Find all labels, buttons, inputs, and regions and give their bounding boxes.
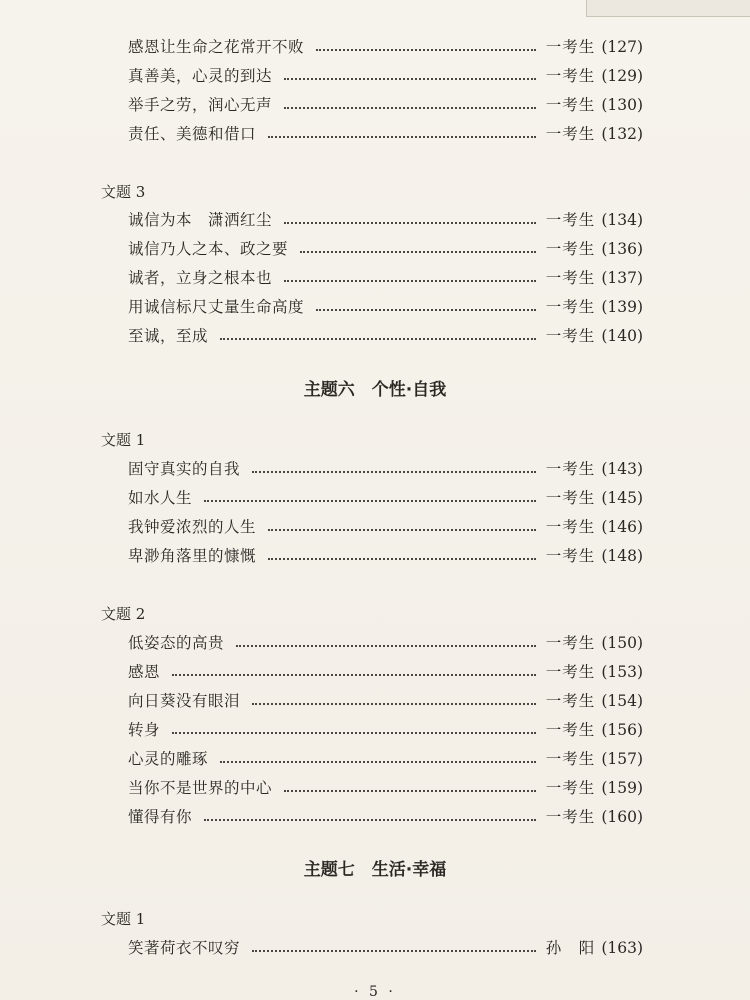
entry-author: 一考生: [545, 489, 596, 507]
entry-title: 固守真实的自我: [128, 460, 241, 478]
dot-leader: [316, 307, 536, 311]
toc-entry[interactable]: [128, 777, 643, 799]
entry-page: (140): [601, 327, 643, 345]
dot-leader: [252, 701, 536, 705]
section-label: 文题 1: [101, 910, 146, 928]
dot-leader: [268, 556, 536, 560]
entry-author: 一考生: [545, 663, 596, 681]
entry-title: 感恩: [128, 663, 161, 681]
section-label: 文题 3: [101, 183, 146, 201]
dot-leader: [172, 672, 536, 676]
entry-page: (163): [601, 939, 643, 957]
dot-leader: [268, 134, 536, 138]
entry-author: 一考生: [545, 298, 596, 316]
entry-title: 举手之劳，润心无声: [128, 96, 273, 114]
entry-title: 心灵的雕琢: [128, 750, 209, 768]
toc-entry[interactable]: [128, 267, 643, 289]
entry-page: (153): [601, 663, 643, 681]
page-number: · 5 ·: [354, 984, 396, 1000]
entry-author: 一考生: [545, 460, 596, 478]
entry-page: (159): [601, 779, 643, 797]
entry-title: 诚者，立身之根本也: [128, 269, 273, 287]
toc-entry[interactable]: [128, 123, 643, 145]
toc-entry[interactable]: [128, 719, 643, 741]
toc-entry[interactable]: [128, 516, 643, 538]
toc-entry[interactable]: [128, 209, 643, 231]
dot-leader: [252, 948, 536, 952]
toc-entry[interactable]: [128, 632, 643, 654]
page-edge: [586, 0, 750, 17]
entry-page: (160): [601, 808, 643, 826]
entry-author: 一考生: [545, 96, 596, 114]
dot-leader: [204, 498, 536, 502]
entry-page: (154): [601, 692, 643, 710]
entry-author: 一考生: [545, 721, 596, 739]
dot-leader: [284, 105, 536, 109]
entry-title: 用诚信标尺丈量生命高度: [128, 298, 305, 316]
entry-title: 懂得有你: [128, 808, 193, 826]
entry-title: 责任、美德和借口: [128, 125, 257, 143]
dot-leader: [284, 220, 536, 224]
entry-title: 低姿态的高贵: [128, 634, 225, 652]
entry-title: 感恩让生命之花常开不败: [128, 38, 305, 56]
entry-page: (134): [601, 211, 643, 229]
entry-author: 一考生: [545, 518, 596, 536]
dot-leader: [316, 47, 536, 51]
entry-author: 一考生: [545, 125, 596, 143]
entry-author: 一考生: [545, 67, 596, 85]
entry-page: (137): [601, 269, 643, 287]
entry-page: (143): [601, 460, 643, 478]
section-label: 文题 1: [101, 431, 146, 449]
toc-entry[interactable]: [128, 806, 643, 828]
toc-entry[interactable]: [128, 690, 643, 712]
theme-heading: 主题六 个性·自我: [303, 380, 447, 400]
entry-author: 一考生: [545, 692, 596, 710]
entry-page: (145): [601, 489, 643, 507]
toc-entry[interactable]: [128, 296, 643, 318]
toc-entry[interactable]: [128, 325, 643, 347]
toc-entry[interactable]: [128, 487, 643, 509]
dot-leader: [204, 817, 536, 821]
entry-title: 诚信乃人之本、政之要: [128, 240, 289, 258]
dot-leader: [284, 76, 536, 80]
entry-title: 诚信为本 潇洒红尘: [128, 211, 273, 229]
toc-entry[interactable]: [128, 458, 643, 480]
toc-entry[interactable]: [128, 238, 643, 260]
theme-heading: 主题七 生活·幸福: [303, 860, 447, 880]
entry-author: 一考生: [545, 38, 596, 56]
section-label: 文题 2: [101, 605, 146, 623]
toc-entry[interactable]: [128, 661, 643, 683]
dot-leader: [300, 249, 536, 253]
entry-title: 当你不是世界的中心: [128, 779, 273, 797]
dot-leader: [220, 759, 536, 763]
entry-page: (132): [601, 125, 643, 143]
toc-entry[interactable]: [128, 937, 643, 959]
entry-page: (150): [601, 634, 643, 652]
entry-title: 笑著荷衣不叹穷: [128, 939, 241, 957]
entry-page: (157): [601, 750, 643, 768]
entry-page: (146): [601, 518, 643, 536]
entry-page: (148): [601, 547, 643, 565]
entry-page: (129): [601, 67, 643, 85]
entry-author: 一考生: [545, 779, 596, 797]
toc-entry[interactable]: [128, 94, 643, 116]
entry-title: 至诚，至成: [128, 327, 209, 345]
entry-title: 真善美，心灵的到达: [128, 67, 273, 85]
entry-page: (136): [601, 240, 643, 258]
entry-page: (156): [601, 721, 643, 739]
entry-author: 一考生: [545, 808, 596, 826]
toc-entry[interactable]: [128, 748, 643, 770]
entry-author: 一考生: [545, 211, 596, 229]
entry-author: 一考生: [545, 327, 596, 345]
dot-leader: [284, 788, 536, 792]
dot-leader: [252, 469, 536, 473]
toc-entry[interactable]: [128, 65, 643, 87]
entry-author: 一考生: [545, 634, 596, 652]
entry-author: 一考生: [545, 240, 596, 258]
dot-leader: [220, 336, 536, 340]
dot-leader: [268, 527, 536, 531]
entry-author: 一考生: [545, 547, 596, 565]
dot-leader: [172, 730, 536, 734]
entry-author: 一考生: [545, 269, 596, 287]
entry-title: 卑渺角落里的慷慨: [128, 547, 257, 565]
toc-entry[interactable]: [128, 545, 643, 567]
toc-entry[interactable]: [128, 36, 643, 58]
entry-title: 向日葵没有眼泪: [128, 692, 241, 710]
entry-page: (130): [601, 96, 643, 114]
entry-author: 孙 阳: [545, 939, 596, 957]
dot-leader: [284, 278, 536, 282]
entry-title: 转身: [128, 721, 161, 739]
entry-title: 如水人生: [128, 489, 193, 507]
entry-title: 我钟爱浓烈的人生: [128, 518, 257, 536]
entry-page: (127): [601, 38, 643, 56]
dot-leader: [236, 643, 536, 647]
entry-page: (139): [601, 298, 643, 316]
entry-author: 一考生: [545, 750, 596, 768]
